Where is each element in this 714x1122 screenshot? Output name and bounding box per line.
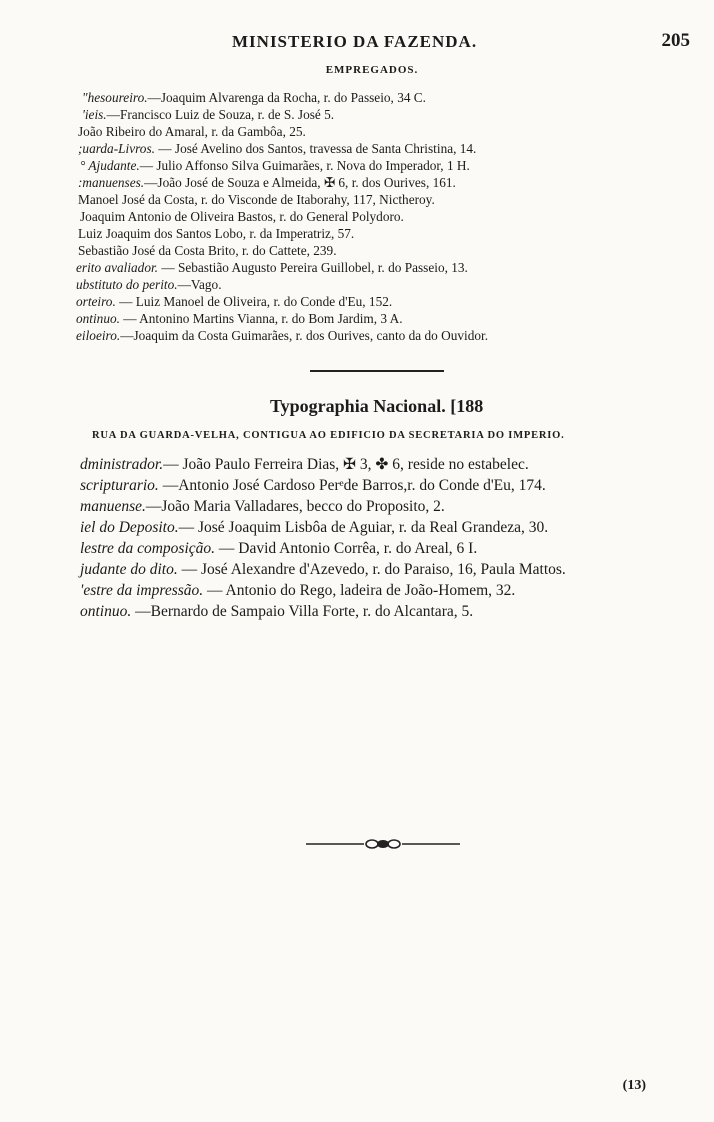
entry-role: erito avaliador. (76, 260, 158, 275)
section-divider (310, 370, 444, 372)
list-item (80, 208, 404, 226)
list-item (82, 106, 334, 124)
entry-role: ;uarda-Livros. (78, 141, 155, 156)
list-item (80, 581, 515, 601)
list-item (82, 89, 426, 107)
entry-text: — José Avelino dos Santos, travessa de Santa Christina, 14. (154, 141, 477, 156)
section-title: Typographia Nacional. [188 (270, 396, 484, 416)
entry-text: — João Paulo Ferreira Dias, ✠ 3, ✤ 6, reside no estabelec. (163, 456, 529, 473)
entry-text: — Luiz Manoel de Oliveira, r. do Conde d'Eu, 152. (115, 294, 393, 309)
list-item (80, 560, 566, 580)
running-title: MINISTERIO DA FAZENDA. (232, 32, 478, 51)
entry-text: — Sebastião Augusto Pereira Guillobel, r. do Passeio, 13. (158, 260, 468, 275)
list-item (78, 242, 337, 260)
list-item (80, 602, 473, 622)
list-item (80, 157, 470, 175)
list-item (80, 455, 529, 475)
entry-role: 'ieis. (82, 107, 107, 122)
entry-text: Manoel José da Costa, r. do Visconde de Itaborahy, 117, Nictheroy. (78, 192, 435, 207)
entry-text: — José Alexandre d'Azevedo, r. do Paraiso, 16, Paula Mattos. (177, 561, 566, 578)
entry-text: — Antonio do Rego, ladeira de João-Homem, 32. (203, 582, 516, 599)
entry-role: manuense. (80, 498, 146, 515)
list-item (78, 191, 435, 209)
entry-text: — Antonino Martins Vianna, r. do Bom Jardim, 3 A. (119, 311, 403, 326)
list-item (78, 225, 354, 243)
entry-text: — José Joaquim Lisbôa de Aguiar, r. da Real Grandeza, 30. (178, 519, 549, 536)
entry-text: —Joaquim Alvarenga da Rocha, r. do Passeio, 34 C. (147, 90, 427, 105)
entry-role: ubstituto do perito. (76, 277, 178, 292)
entry-text: —João José de Souza e Almeida, ✠ 6, r. dos Ourives, 161. (144, 175, 456, 190)
list-item (80, 518, 548, 538)
list-item (80, 539, 477, 559)
entry-text: —Antonio José Cardoso Perᵉde Barros,r. do Conde d'Eu, 174. (158, 477, 546, 494)
entry-text: Luiz Joaquim dos Santos Lobo, r. da Imperatriz, 57. (78, 226, 355, 241)
entry-role: scripturario. (80, 477, 159, 494)
section-address: RUA DA GUARDA-VELHA, CONTIGUA AO EDIFICIO DA SECRETARIA DO IMPERIO. (92, 430, 565, 441)
list-item (80, 497, 445, 517)
list-item (78, 123, 306, 141)
entry-role: :manuenses. (78, 175, 145, 190)
entry-role: ontinuo. (80, 603, 132, 620)
section-subheading: EMPREGADOS. (325, 64, 419, 76)
list-item (78, 174, 456, 192)
entry-role: iel do Deposito. (80, 519, 179, 536)
entry-role: eiloeiro. (76, 328, 121, 343)
entry-text: —Bernardo de Sampaio Villa Forte, r. do Alcantara, 5. (131, 603, 474, 620)
entry-text: —João Maria Valladares, becco do Proposito, 2. (145, 498, 445, 515)
entry-role: orteiro. (76, 294, 116, 309)
entry-text: João Ribeiro do Amaral, r. da Gambôa, 25. (78, 124, 306, 139)
entry-role: "hesoureiro. (82, 90, 148, 105)
running-head (0, 30, 714, 56)
entry-role: 'estre da impressão. (80, 582, 204, 599)
entry-text: —Vago. (177, 277, 222, 292)
list-item (76, 259, 468, 277)
fleuron-ornament-icon (304, 836, 462, 852)
entry-text: Joaquim Antonio de Oliveira Bastos, r. do General Polydoro. (80, 209, 404, 224)
list-item (78, 140, 476, 158)
entry-text: Sebastião José da Costa Brito, r. do Cattete, 239. (78, 243, 337, 258)
entry-text: — Julio Affonso Silva Guimarães, r. Nova do Imperador, 1 H. (139, 158, 470, 173)
list-item (76, 310, 403, 328)
entry-role: ° Ajudante. (80, 158, 140, 173)
entry-role: ontinuo. (76, 311, 120, 326)
page-number: 205 (661, 30, 690, 51)
entry-role: judante do dito. (80, 561, 178, 578)
signature-mark: (13) (622, 1078, 646, 1093)
entry-role: lestre da composição. (80, 540, 216, 557)
list-item (76, 276, 222, 294)
entry-text: —Francisco Luiz de Souza, r. de S. José 5. (106, 107, 335, 122)
list-item (80, 476, 546, 496)
entry-role: dministrador. (80, 456, 164, 473)
list-item (76, 293, 392, 311)
list-item (76, 327, 488, 345)
entry-text: —Joaquim da Costa Guimarães, r. dos Ourives, canto da do Ouvidor. (120, 328, 489, 343)
entry-text: — David Antonio Corrêa, r. do Areal, 6 I. (215, 540, 478, 557)
